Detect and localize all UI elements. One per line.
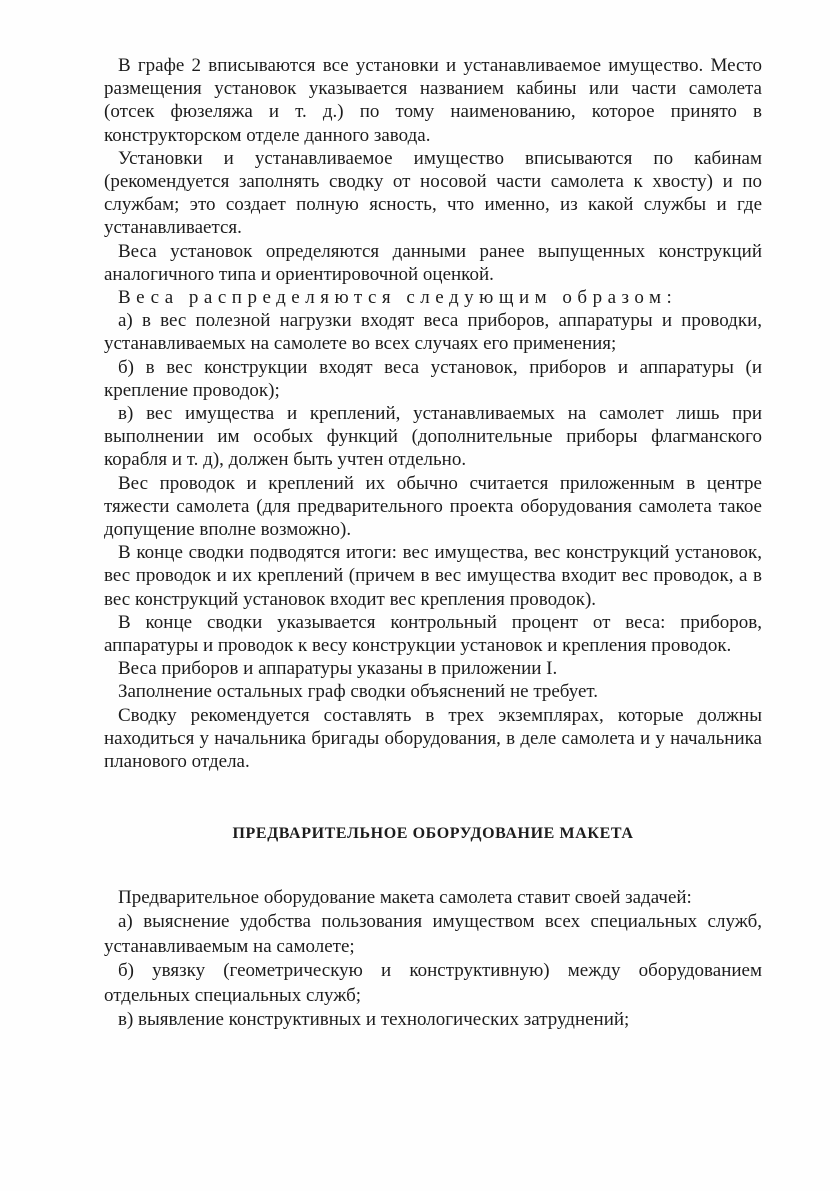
paragraph-installations: Установки и устанавливаемое имущество вписываются по кабинам (рекомендуется заполнять сводку от носовой части самолета к хвосту) и по службам; это создает полную ясность, что именно, из какой службы и где устанавливается. [104, 147, 762, 239]
list-item-a: а) в вес полезной нагрузки входят веса приборов, аппаратуры и проводки, устанавливаемых на самолете во всех случаях его применения; [104, 310, 762, 355]
page-text [104, 54, 762, 1033]
spaced-heading: Веса распределяются следующим образом: [118, 287, 678, 309]
paragraph-other-columns: Заполнение остальных граф сводки объяснений не требует. [118, 681, 599, 703]
mockup-list-item-a: а) выяснение удобства пользования имуществом всех специальных служб, устанавливаемым на самолете; [104, 911, 762, 957]
section-mockup [104, 886, 762, 1033]
paragraph-copies: Сводку рекомендуется составлять в трех экземплярах, которые должны находиться у начальника бригады оборудования, в деле самолета и у начальника планового отдела. [104, 704, 762, 773]
section-title: ПРЕДВАРИТЕЛЬНОЕ ОБОРУДОВАНИЕ МАКЕТА [232, 825, 634, 843]
list-item-b: б) в вес конструкции входят веса установок, приборов и аппаратуры (и крепление проводок); [104, 356, 762, 401]
paragraph-weights-defined: Веса установок определяются данными ранее выпущенных конструкций аналогичного типа и ориентировочной оценкой. [104, 240, 762, 285]
list-item-c: в) вес имущества и креплений, устанавливаемых на самолет лишь при выполнении им особых функций (дополнительные приборы флагманского корабля и т. д), должен быть учтен отдельно. [104, 403, 762, 471]
mockup-list-item-c: в) выявление конструктивных и технологических затруднений; [118, 1009, 630, 1030]
paragraph-appendix: Веса приборов и аппаратуры указаны в приложении I. [118, 658, 558, 680]
paragraph-control-percent: В конце сводки указывается контрольный процент от веса: приборов, аппаратуры и проводок к весу конструкции установок и крепления проводок. [104, 611, 762, 657]
mockup-list-item-b: б) увязку (геометрическую и конструктивную) между оборудованием отдельных специальных служб; [104, 960, 762, 1006]
paragraph-wiring-weight: Вес проводок и креплений их обычно считается приложенным в центре тяжести самолета (для предварительного проекта оборудования самолета такое допущение вполне возможно). [104, 472, 762, 541]
paragraph-column-2: В графе 2 вписываются все установки и устанавливаемое имущество. Место размещения установок указывается названием кабины или части самолета (отсек фюзеляжа и т. д.) по тому наименованию, которое принято в конструкторском отделе данного завода. [104, 55, 762, 146]
paragraph-totals: В конце сводки подводятся итоги: вес имущества, вес конструкций установок, вес проводок и их креплений (причем в вес имущества входит вес проводок, а в вес конструкций установок входит вес крепления проводок). [104, 542, 762, 610]
paragraph-mockup-intro: Предварительное оборудование макета самолета ставит своей задачей: [118, 886, 692, 908]
